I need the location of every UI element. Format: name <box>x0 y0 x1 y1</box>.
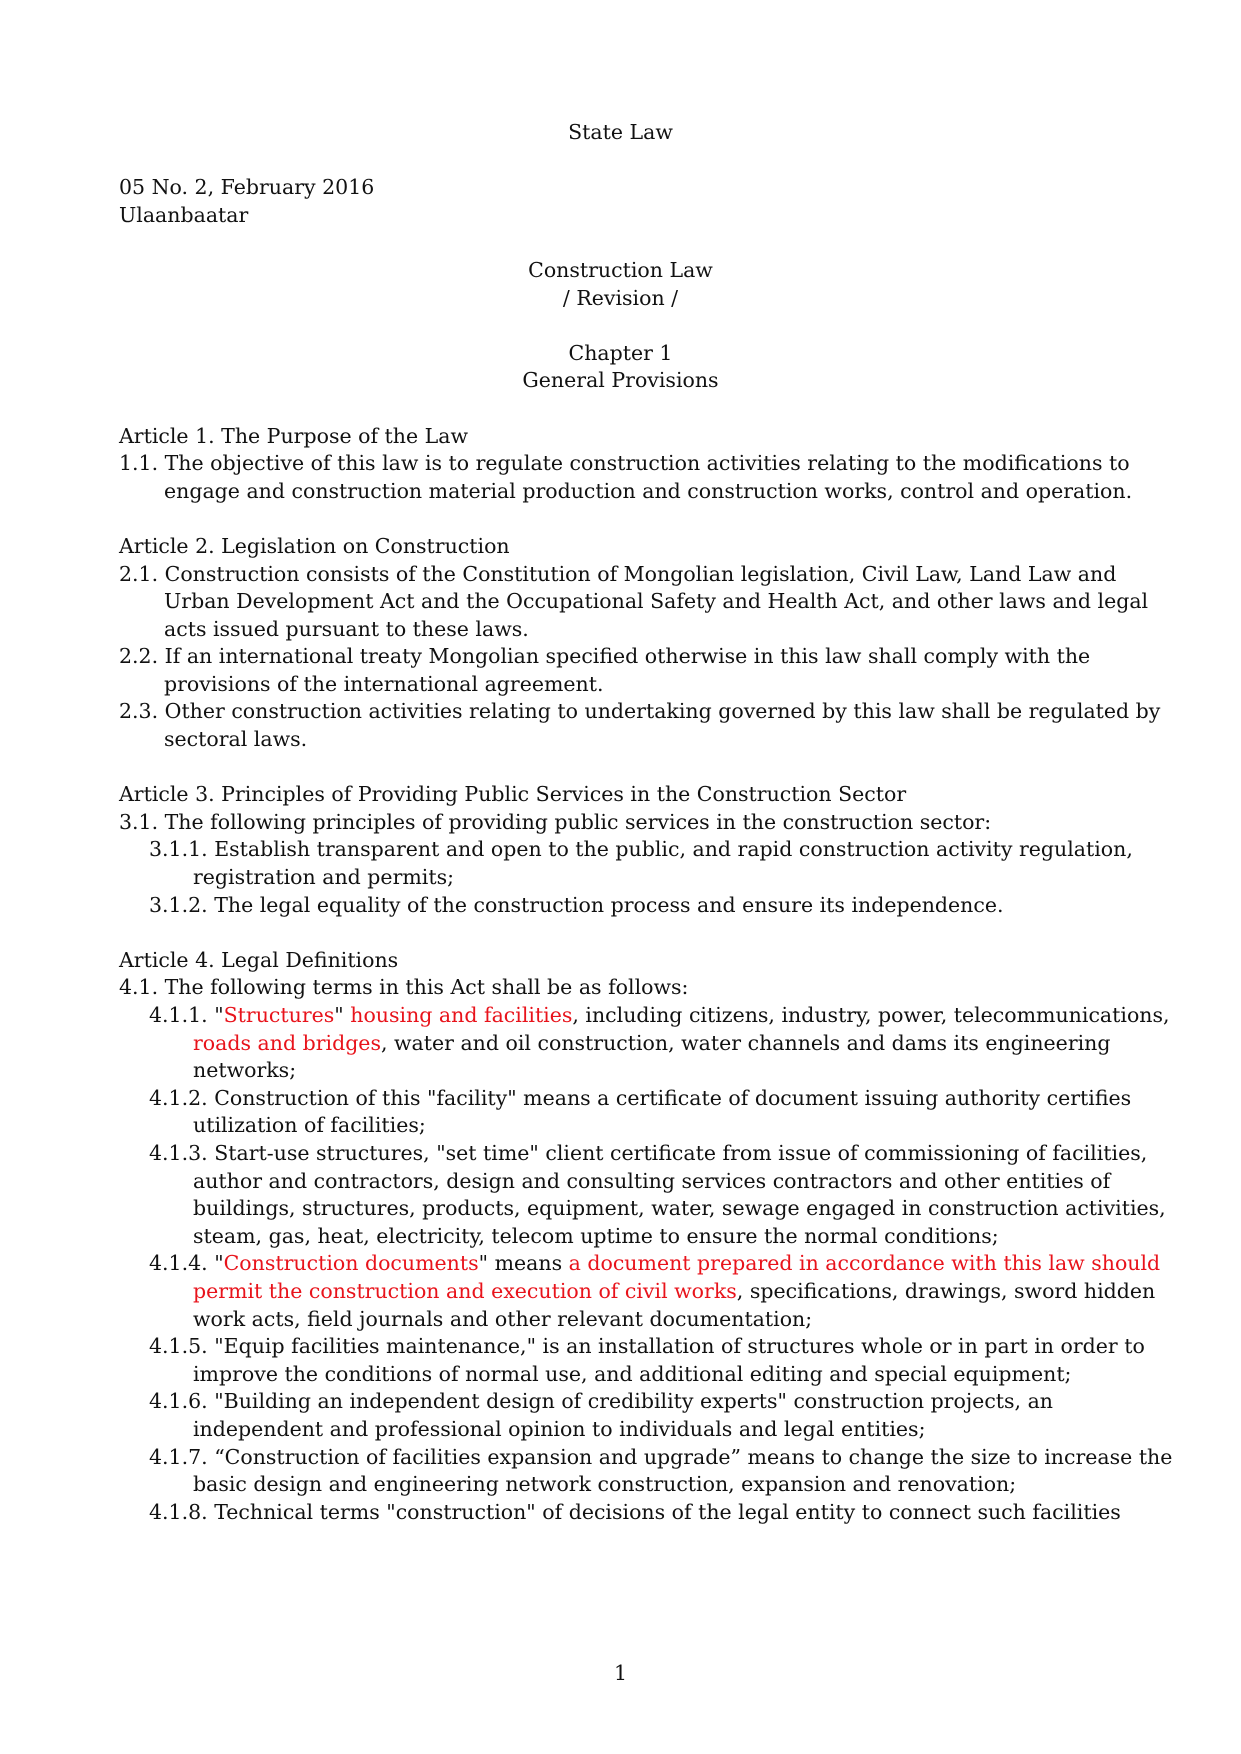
clause-1-1: 1.1. The objective of this law is to regulate construction activities relating to the modifications to engage and construction material production and construction works, control and operation. <box>119 451 1133 503</box>
law-title: Construction Law <box>528 257 713 282</box>
definition-text: 4.1.4. " <box>149 1251 224 1276</box>
page-number: 1 <box>613 1661 628 1685</box>
clause-4-1: 4.1. The following terms in this Act shall be as follows: <box>119 975 689 1000</box>
chapter-title: General Provisions <box>522 368 719 393</box>
definition-text: " <box>334 1003 351 1027</box>
definition-4-1-8: 4.1.8. Technical terms "construction" of decisions of the legal entity to connect such facilities <box>149 1499 1121 1524</box>
clause-3-1-2: 3.1.2. The legal equality of the construction process and ensure its independence. <box>149 892 1004 917</box>
highlighted-phrase: roads and bridges <box>193 1030 381 1055</box>
definition-text: " means <box>478 1251 569 1276</box>
clause-2-3: 2.3. Other construction activities relating to undertaking governed by this law shall be regulated by sectoral laws. <box>119 699 1161 752</box>
definition-text: , including citizens, industry, power, telecommunications, <box>572 1003 1170 1027</box>
highlighted-phrase: housing and facilities <box>350 1003 573 1027</box>
definition-4-1-5: 4.1.5. "Equip facilities maintenance," is an installation of structures whole or in part in order to improve the conditions of normal use, and additional editing and special equipment; <box>149 1334 1145 1386</box>
article-4-heading: Article 4. Legal Definitions <box>119 947 399 972</box>
clause-3-1: 3.1. The following principles of providing public services in the construction sector: <box>119 809 992 834</box>
article-1-heading: Article 1. The Purpose of the Law <box>119 423 469 448</box>
definition-4-1-3: 4.1.3. Start-use structures, "set time" client certificate from issue of commissioning of facilities, author and contractors, design and consulting services contractors and other entities of buildings, structures, products, equipment, water, sewage engaged in construction activities, steam, gas, heat, electricity, telecom uptime to ensure the normal conditions; <box>149 1140 1166 1248</box>
document-title: State Law <box>568 120 673 144</box>
law-subtitle: / Revision / <box>562 285 679 310</box>
highlighted-term: Construction documents <box>223 1251 479 1276</box>
highlighted-phrase: a document prepared in accordance with this law should permit the construction and execution of civil works <box>193 1251 1161 1303</box>
definition-text: , specifications, drawings, sword hidden work acts, field journals and other relevant documentation; <box>193 1278 1156 1331</box>
clause-3-1-1: 3.1.1. Establish transparent and open to the public, and rapid construction activity regulation, registration and permits; <box>149 837 1133 890</box>
highlighted-term: Structures <box>223 1003 335 1027</box>
definition-4-1-6: 4.1.6. "Building an independent design of credibility experts" construction projects, an independent and professional opinion to individuals and legal entities; <box>149 1389 1054 1441</box>
definition-4-1-4 <box>119 1250 1181 1333</box>
document-place: Ulaanbaatar <box>119 202 249 227</box>
article-2-heading: Article 2. Legislation on Construction <box>119 533 510 558</box>
definition-4-1-1 <box>119 1002 1181 1085</box>
clause-2-2: 2.2. If an international treaty Mongolian specified otherwise in this law shall comply with the provisions of the international agreement. <box>119 644 1091 696</box>
definition-4-1-7: 4.1.7. “Construction of facilities expansion and upgrade” means to change the size to increase the basic design and engineering network construction, expansion and renovation; <box>149 1444 1173 1497</box>
definition-text: , water and oil construction, water channels and dams its engineering networks; <box>193 1030 1111 1083</box>
clause-2-1: 2.1. Construction consists of the Constitution of Mongolian legislation, Civil Law, Land Law and Urban Development Act and the Occupational Safety and Health Act, and other laws and legal acts issued pursuant to these laws. <box>119 561 1149 641</box>
chapter-number: Chapter 1 <box>568 340 673 365</box>
document-reference: 05 No. 2, February 2016 <box>119 175 375 200</box>
article-3-heading: Article 3. Principles of Providing Public Services in the Construction Sector <box>119 782 907 807</box>
definition-text: 4.1.1. " <box>149 1003 224 1027</box>
definition-4-1-2: 4.1.2. Construction of this "facility" means a certificate of document issuing authority certifies utilization of facilities; <box>149 1085 1132 1138</box>
